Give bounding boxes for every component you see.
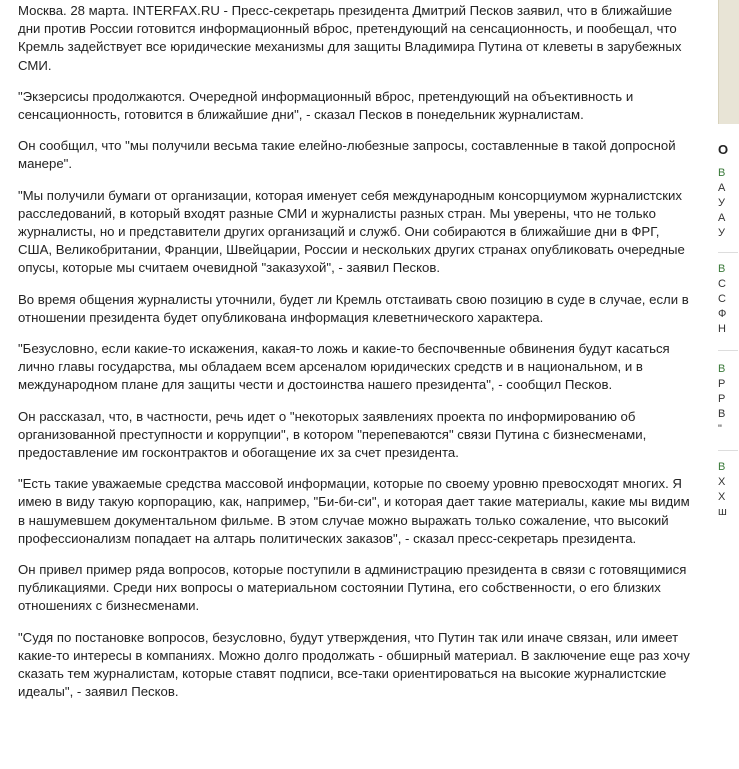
news-item-text: А	[718, 182, 726, 194]
news-item-text: С	[718, 278, 726, 290]
sidebar-divider	[718, 252, 738, 253]
article-paragraph: Он сообщил, что "мы получили весьма такие елейно-любезные запросы, составленные в такой допросной манере".	[18, 138, 676, 172]
sidebar-heading: О	[718, 142, 729, 157]
sidebar-news-item[interactable]	[718, 460, 738, 520]
news-item-text: С	[718, 293, 726, 305]
article-paragraph: "Судя по постановке вопросов, безусловно, будут утверждения, что Путин так или иначе связан, или имеет какие-то интересы в компаниях. Можно долго продолжать - обширный материал. В заключение еще раз хочу сказать тем журналистам, которые ставят подписи, все-таки ориентироваться на высокие журналистские идеалы", - заявил Песков.	[18, 629, 690, 700]
article-body	[18, 2, 690, 715]
article-paragraph: Он рассказал, что, в частности, речь идет о "некоторых заявлениях проекта по информированию об организованной преступности и коррупции", в котором "перепеваются" связи Путина с бизнесменами, предоставление им госконтрактов и обогащение их за счет президента.	[18, 408, 647, 461]
article-paragraph: "Экзерсисы продолжаются. Очередной информационный вброс, претендующий на объективность и сенсационность, готовится в ближайшие дни", - сказал Песков в понедельник журналистам.	[18, 88, 634, 123]
article-paragraph: "Безусловно, если какие-то искажения, какая-то ложь и какие-то беспочвенные обвинения будут касаться лично главы государства, мы обладаем всем арсеналом юридических средств и в национальном, и в международном плане для защиты чести и достоинства нашего президента", - сообщил Песков.	[18, 341, 670, 393]
sidebar-news-item[interactable]	[718, 166, 738, 241]
article-paragraph: Во время общения журналисты уточнили, будет ли Кремль отстаивать свою позицию в суде в случае, если в отношении президента будет опубликована информация клеветнического характера.	[18, 291, 689, 325]
news-item-text: Р	[718, 393, 726, 405]
news-item-text: Х	[718, 491, 726, 503]
news-item-tag: В	[718, 263, 726, 275]
news-item-tag: В	[718, 363, 726, 375]
article-paragraph: Москва. 28 марта. INTERFAX.RU - Пресс-секретарь президента Дмитрий Песков заявил, что в ближайшие дни против России готовится информационный вброс, претендующий на сенсационность, и пообещал, что Кремль задействует все юридические механизмы для защиты Владимира Путина от клеветы в зарубежных СМИ.	[18, 3, 682, 73]
sidebar-news-item[interactable]	[718, 262, 738, 337]
article-paragraph: "Есть такие уважаемые средства массовой информации, которые по своему уровню превосходят многих. Я имею в виду такую корпорацию, как, например, "Би-би-си", и которая дает такие материалы, какие мы видим в нашумевшем документальном фильме. В этом случае можно выражать только сожаление, что высокий профессионализм попадает на алтарь политических заказов", - сказал пресс-секретарь президента.	[18, 476, 690, 546]
sidebar-divider	[718, 450, 738, 451]
news-item-text: "	[718, 423, 722, 435]
sidebar-banner[interactable]	[718, 0, 739, 124]
news-item-text: ш	[718, 506, 727, 518]
news-item-text: У	[718, 197, 725, 209]
news-item-text: А	[718, 212, 726, 224]
sidebar-news-item[interactable]	[718, 362, 738, 437]
article-paragraph: Он привел пример ряда вопросов, которые поступили в администрацию президента в связи с готовящимися публикациями. Среди них вопросы о материальном состоянии Путина, его собственности, о его близких отношениях с бизнесменами.	[18, 562, 687, 614]
news-item-text: У	[718, 227, 725, 239]
news-item-text: Р	[718, 378, 726, 390]
sidebar	[712, 0, 729, 769]
news-item-text: Х	[718, 476, 726, 488]
news-item-text: Н	[718, 323, 726, 335]
article-paragraph: "Мы получили бумаги от организации, которая именует себя международным консорциумом журналистских расследований, в который входят разные СМИ и журналисты разных стран. Мы уверены, что не только журналисты, но и представители других организаций и служб. Они собираются в ближайшие дни в ФРГ, США, Великобритании, Франции, Швейцарии, России и нескольких других странах опубликовать очередные опусы, которые мы считаем очевидной "заказухой", - заявил Песков.	[18, 187, 685, 276]
news-item-text: В	[718, 408, 726, 420]
news-item-tag: В	[718, 461, 726, 473]
news-item-text: Ф	[718, 308, 727, 320]
sidebar-divider	[718, 350, 738, 351]
news-item-tag: В	[718, 167, 726, 179]
